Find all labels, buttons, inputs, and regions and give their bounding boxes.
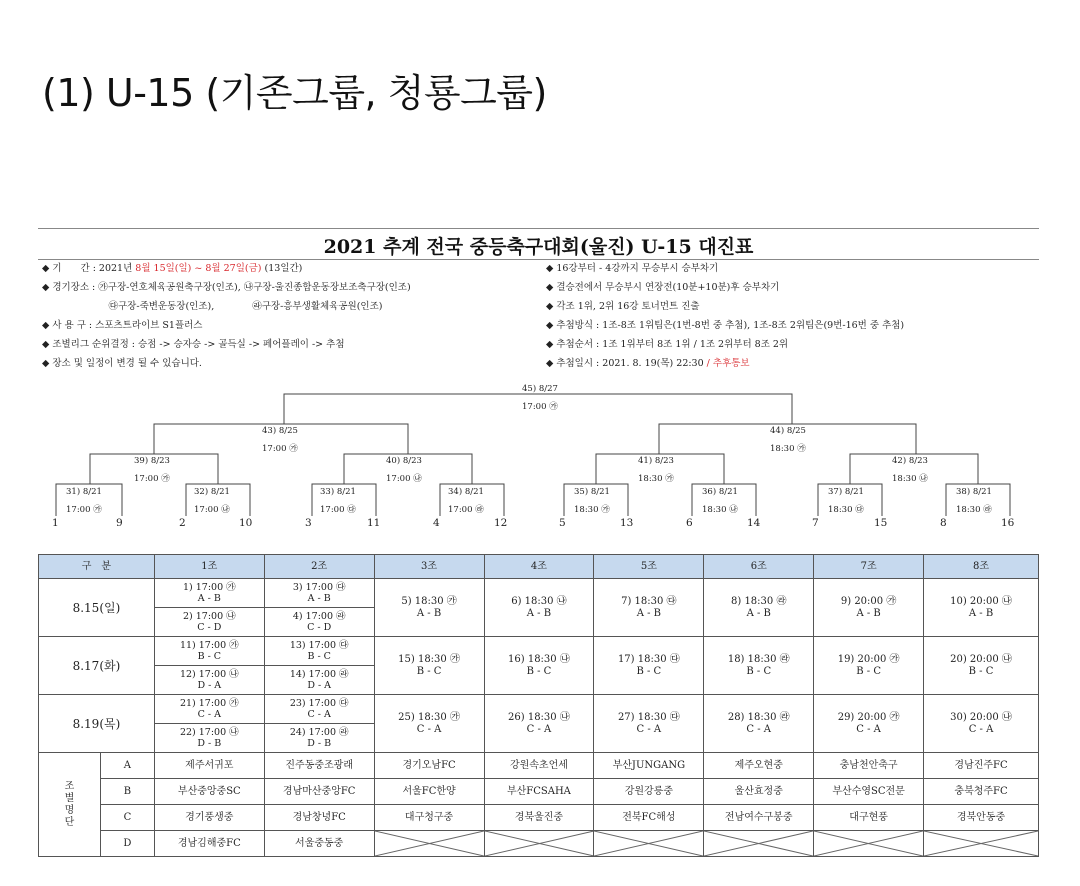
day-cell: 8.15(일) xyxy=(39,579,155,637)
seed-slot: 5 xyxy=(559,517,566,529)
empty-cell xyxy=(594,831,704,857)
r16-8-label: 38) 8/21 18:30 ㉱ xyxy=(956,487,992,515)
info-draw-order: ◆ 추첨순서 : 1조 1위부터 8조 1위 / 1조 2위부터 8조 2위 xyxy=(546,339,789,350)
r16-7-label: 37) 8/21 18:30 ㉰ xyxy=(828,487,864,515)
match-cell: 4) 17:00 ㉱ C - D xyxy=(264,608,374,637)
match-cell: 13) 17:00 ㉰ B - C xyxy=(264,637,374,666)
match-cell: 15) 18:30 ㉮ B - C xyxy=(374,637,484,695)
final-match-label: 45) 8/27 17:00 ㉮ xyxy=(522,384,558,412)
match-cell: 14) 17:00 ㉱ D - A xyxy=(264,666,374,695)
match-cell: 21) 17:00 ㉮ C - A xyxy=(154,695,264,724)
empty-cell xyxy=(814,831,924,857)
team-row xyxy=(39,831,1039,857)
title-bottom-rule xyxy=(38,259,1039,260)
team-cell: 경기오남FC xyxy=(374,753,484,779)
team-cell: 대구청구중 xyxy=(374,805,484,831)
table-row xyxy=(39,695,1039,724)
bracket-document xyxy=(38,226,1039,866)
semi-2-label: 44) 8/25 18:30 ㉮ xyxy=(770,426,806,454)
seed-slot: 10 xyxy=(239,517,253,529)
info-r16-rule: ◆ 16강부터 - 4강까지 무승부시 승부차기 xyxy=(546,263,719,274)
match-cell: 30) 20:00 ㉯ C - A xyxy=(924,695,1039,753)
seed-slot: 16 xyxy=(1001,517,1015,529)
match-cell: 1) 17:00 ㉮ A - B xyxy=(154,579,264,608)
info-notice: ◆ 장소 및 일정이 변경 될 수 있습니다. xyxy=(42,358,202,369)
table-header-row xyxy=(39,555,1039,579)
tournament-bracket xyxy=(38,386,1039,536)
team-cell: 경북안동중 xyxy=(924,805,1039,831)
team-cell: 경남창녕FC xyxy=(264,805,374,831)
title-top-rule xyxy=(38,228,1039,229)
info-draw-date: ◆ 추첨일시 : 2021. 8. 19(목) 22:30 / 추후통보 xyxy=(546,358,750,369)
seed-slot: 3 xyxy=(305,517,312,529)
header-cell: 구 분 xyxy=(39,555,155,579)
day-cell: 8.19(목) xyxy=(39,695,155,753)
match-cell: 22) 17:00 ㉯ D - B xyxy=(154,724,264,753)
match-cell: 9) 20:00 ㉮ A - B xyxy=(814,579,924,637)
match-cell: 7) 18:30 ㉰ A - B xyxy=(594,579,704,637)
info-venue: ◆ 경기장소 : ㉮구장-연호체육공원축구장(인조), ㉯구장-울진종합운동장보조축구장(인조) xyxy=(42,282,411,293)
r16-6-label: 36) 8/21 18:30 ㉯ xyxy=(702,487,738,515)
match-cell: 23) 17:00 ㉰ C - A xyxy=(264,695,374,724)
team-cell: 강원속초언세 xyxy=(484,753,594,779)
empty-cell xyxy=(924,831,1039,857)
slot-cell: C xyxy=(100,805,154,831)
seed-slot: 8 xyxy=(940,517,947,529)
team-cell: 전북FC해성 xyxy=(594,805,704,831)
team-cell: 경남김해중FC xyxy=(154,831,264,857)
team-cell: 부산JUNGANG xyxy=(594,753,704,779)
team-row xyxy=(39,753,1039,779)
empty-cell xyxy=(374,831,484,857)
quarter-1-label: 39) 8/23 17:00 ㉮ xyxy=(134,456,170,484)
match-cell: 24) 17:00 ㉱ D - B xyxy=(264,724,374,753)
quarter-4-label: 42) 8/23 18:30 ㉯ xyxy=(892,456,928,484)
group-roster-label: 조별명단 xyxy=(39,753,101,857)
quarter-3-label: 41) 8/23 18:30 ㉮ xyxy=(638,456,674,484)
match-cell: 8) 18:30 ㉱ A - B xyxy=(704,579,814,637)
team-cell: 경남마산중앙FC xyxy=(264,779,374,805)
match-cell: 17) 18:30 ㉰ B - C xyxy=(594,637,704,695)
seed-slot: 1 xyxy=(52,517,59,529)
quarter-2-label: 40) 8/23 17:00 ㉯ xyxy=(386,456,422,484)
header-cell: 2조 xyxy=(264,555,374,579)
header-cell: 7조 xyxy=(814,555,924,579)
r16-1-label: 31) 8/21 17:00 ㉮ xyxy=(66,487,102,515)
info-advance: ◆ 각조 1위, 2위 16강 토너먼트 진출 xyxy=(546,301,700,312)
day-cell: 8.17(화) xyxy=(39,637,155,695)
seed-slot: 7 xyxy=(812,517,819,529)
info-ranking: ◆ 조별리그 순위결정 : 승점 -> 승자승 -> 골득실 -> 페어플레이 -> 추첨 xyxy=(42,339,345,350)
match-cell: 3) 17:00 ㉰ A - B xyxy=(264,579,374,608)
slot-cell: B xyxy=(100,779,154,805)
match-cell: 10) 20:00 ㉯ A - B xyxy=(924,579,1039,637)
document-title: 2021 추계 전국 중등축구대회(울진) U-15 대진표 xyxy=(323,236,754,258)
slot-cell: A xyxy=(100,753,154,779)
info-draw-method: ◆ 추첨방식 : 1조-8조 1위팀은(1번-8번 중 추첨), 1조-8조 2위팀은(9번-16번 중 추첨) xyxy=(546,320,905,331)
match-cell: 19) 20:00 ㉮ B - C xyxy=(814,637,924,695)
match-cell: 28) 18:30 ㉱ C - A xyxy=(704,695,814,753)
match-cell: 29) 20:00 ㉮ C - A xyxy=(814,695,924,753)
section-title: (1) U-15 (기존그룹, 청룡그룹) xyxy=(42,71,547,115)
team-cell: 서울중동중 xyxy=(264,831,374,857)
info-venue-2: ㉰구장-죽변운동장(인조), ㉱구장-흥부생활체육공원(인조) xyxy=(42,301,383,312)
seed-slot: 12 xyxy=(494,517,508,529)
team-cell: 충남천안축구 xyxy=(814,753,924,779)
schedule-table xyxy=(38,554,1039,857)
team-cell: 진주동중조광래 xyxy=(264,753,374,779)
team-cell: 서울FC한양 xyxy=(374,779,484,805)
r16-3-label: 33) 8/21 17:00 ㉰ xyxy=(320,487,356,515)
seed-slot: 11 xyxy=(367,517,381,529)
team-cell: 부산중앙중SC xyxy=(154,779,264,805)
seed-slot: 15 xyxy=(874,517,888,529)
team-cell: 경북울진중 xyxy=(484,805,594,831)
slot-cell: D xyxy=(100,831,154,857)
match-cell: 26) 18:30 ㉯ C - A xyxy=(484,695,594,753)
header-cell: 4조 xyxy=(484,555,594,579)
team-cell: 경남진주FC xyxy=(924,753,1039,779)
table-row xyxy=(39,637,1039,666)
match-cell: 5) 18:30 ㉮ A - B xyxy=(374,579,484,637)
header-cell: 1조 xyxy=(154,555,264,579)
team-cell: 울산효정중 xyxy=(704,779,814,805)
seed-slot: 4 xyxy=(433,517,440,529)
team-cell: 부산수영SC전문 xyxy=(814,779,924,805)
team-cell: 부산FCSAHA xyxy=(484,779,594,805)
team-cell: 대구현풍 xyxy=(814,805,924,831)
match-cell: 6) 18:30 ㉯ A - B xyxy=(484,579,594,637)
match-cell: 27) 18:30 ㉰ C - A xyxy=(594,695,704,753)
header-cell: 6조 xyxy=(704,555,814,579)
team-cell: 전남여수구봉중 xyxy=(704,805,814,831)
r16-2-label: 32) 8/21 17:00 ㉯ xyxy=(194,487,230,515)
empty-cell xyxy=(704,831,814,857)
header-cell: 8조 xyxy=(924,555,1039,579)
empty-cell xyxy=(484,831,594,857)
r16-5-label: 35) 8/21 18:30 ㉮ xyxy=(574,487,610,515)
match-cell: 11) 17:00 ㉮ B - C xyxy=(154,637,264,666)
team-row xyxy=(39,779,1039,805)
seed-slot: 2 xyxy=(179,517,186,529)
team-cell: 제주오현중 xyxy=(704,753,814,779)
info-final-rule: ◆ 결승전에서 무승부시 연장전(10분+10분)후 승부차기 xyxy=(546,282,780,293)
match-cell: 16) 18:30 ㉯ B - C xyxy=(484,637,594,695)
seed-slot: 9 xyxy=(116,517,123,529)
team-cell: 제주서귀포 xyxy=(154,753,264,779)
match-cell: 2) 17:00 ㉯ C - D xyxy=(154,608,264,637)
match-cell: 12) 17:00 ㉯ D - A xyxy=(154,666,264,695)
match-cell: 25) 18:30 ㉮ C - A xyxy=(374,695,484,753)
header-cell: 5조 xyxy=(594,555,704,579)
info-ball: ◆ 사 용 구 : 스포츠트라이브 S1플러스 xyxy=(42,320,203,331)
table-row xyxy=(39,579,1039,608)
r16-4-label: 34) 8/21 17:00 ㉱ xyxy=(448,487,484,515)
match-cell: 20) 20:00 ㉯ B - C xyxy=(924,637,1039,695)
team-row xyxy=(39,805,1039,831)
header-cell: 3조 xyxy=(374,555,484,579)
seed-slot: 6 xyxy=(686,517,693,529)
seed-slot: 14 xyxy=(747,517,761,529)
team-cell: 강원강릉중 xyxy=(594,779,704,805)
semi-1-label: 43) 8/25 17:00 ㉮ xyxy=(262,426,298,454)
team-cell: 경기풍생중 xyxy=(154,805,264,831)
match-cell: 18) 18:30 ㉱ B - C xyxy=(704,637,814,695)
team-cell: 충북청주FC xyxy=(924,779,1039,805)
info-period: ◆ 기 간 : 2021년 8월 15일(일) ~ 8월 27일(금) (13일간) xyxy=(42,263,303,274)
seed-slot: 13 xyxy=(620,517,634,529)
